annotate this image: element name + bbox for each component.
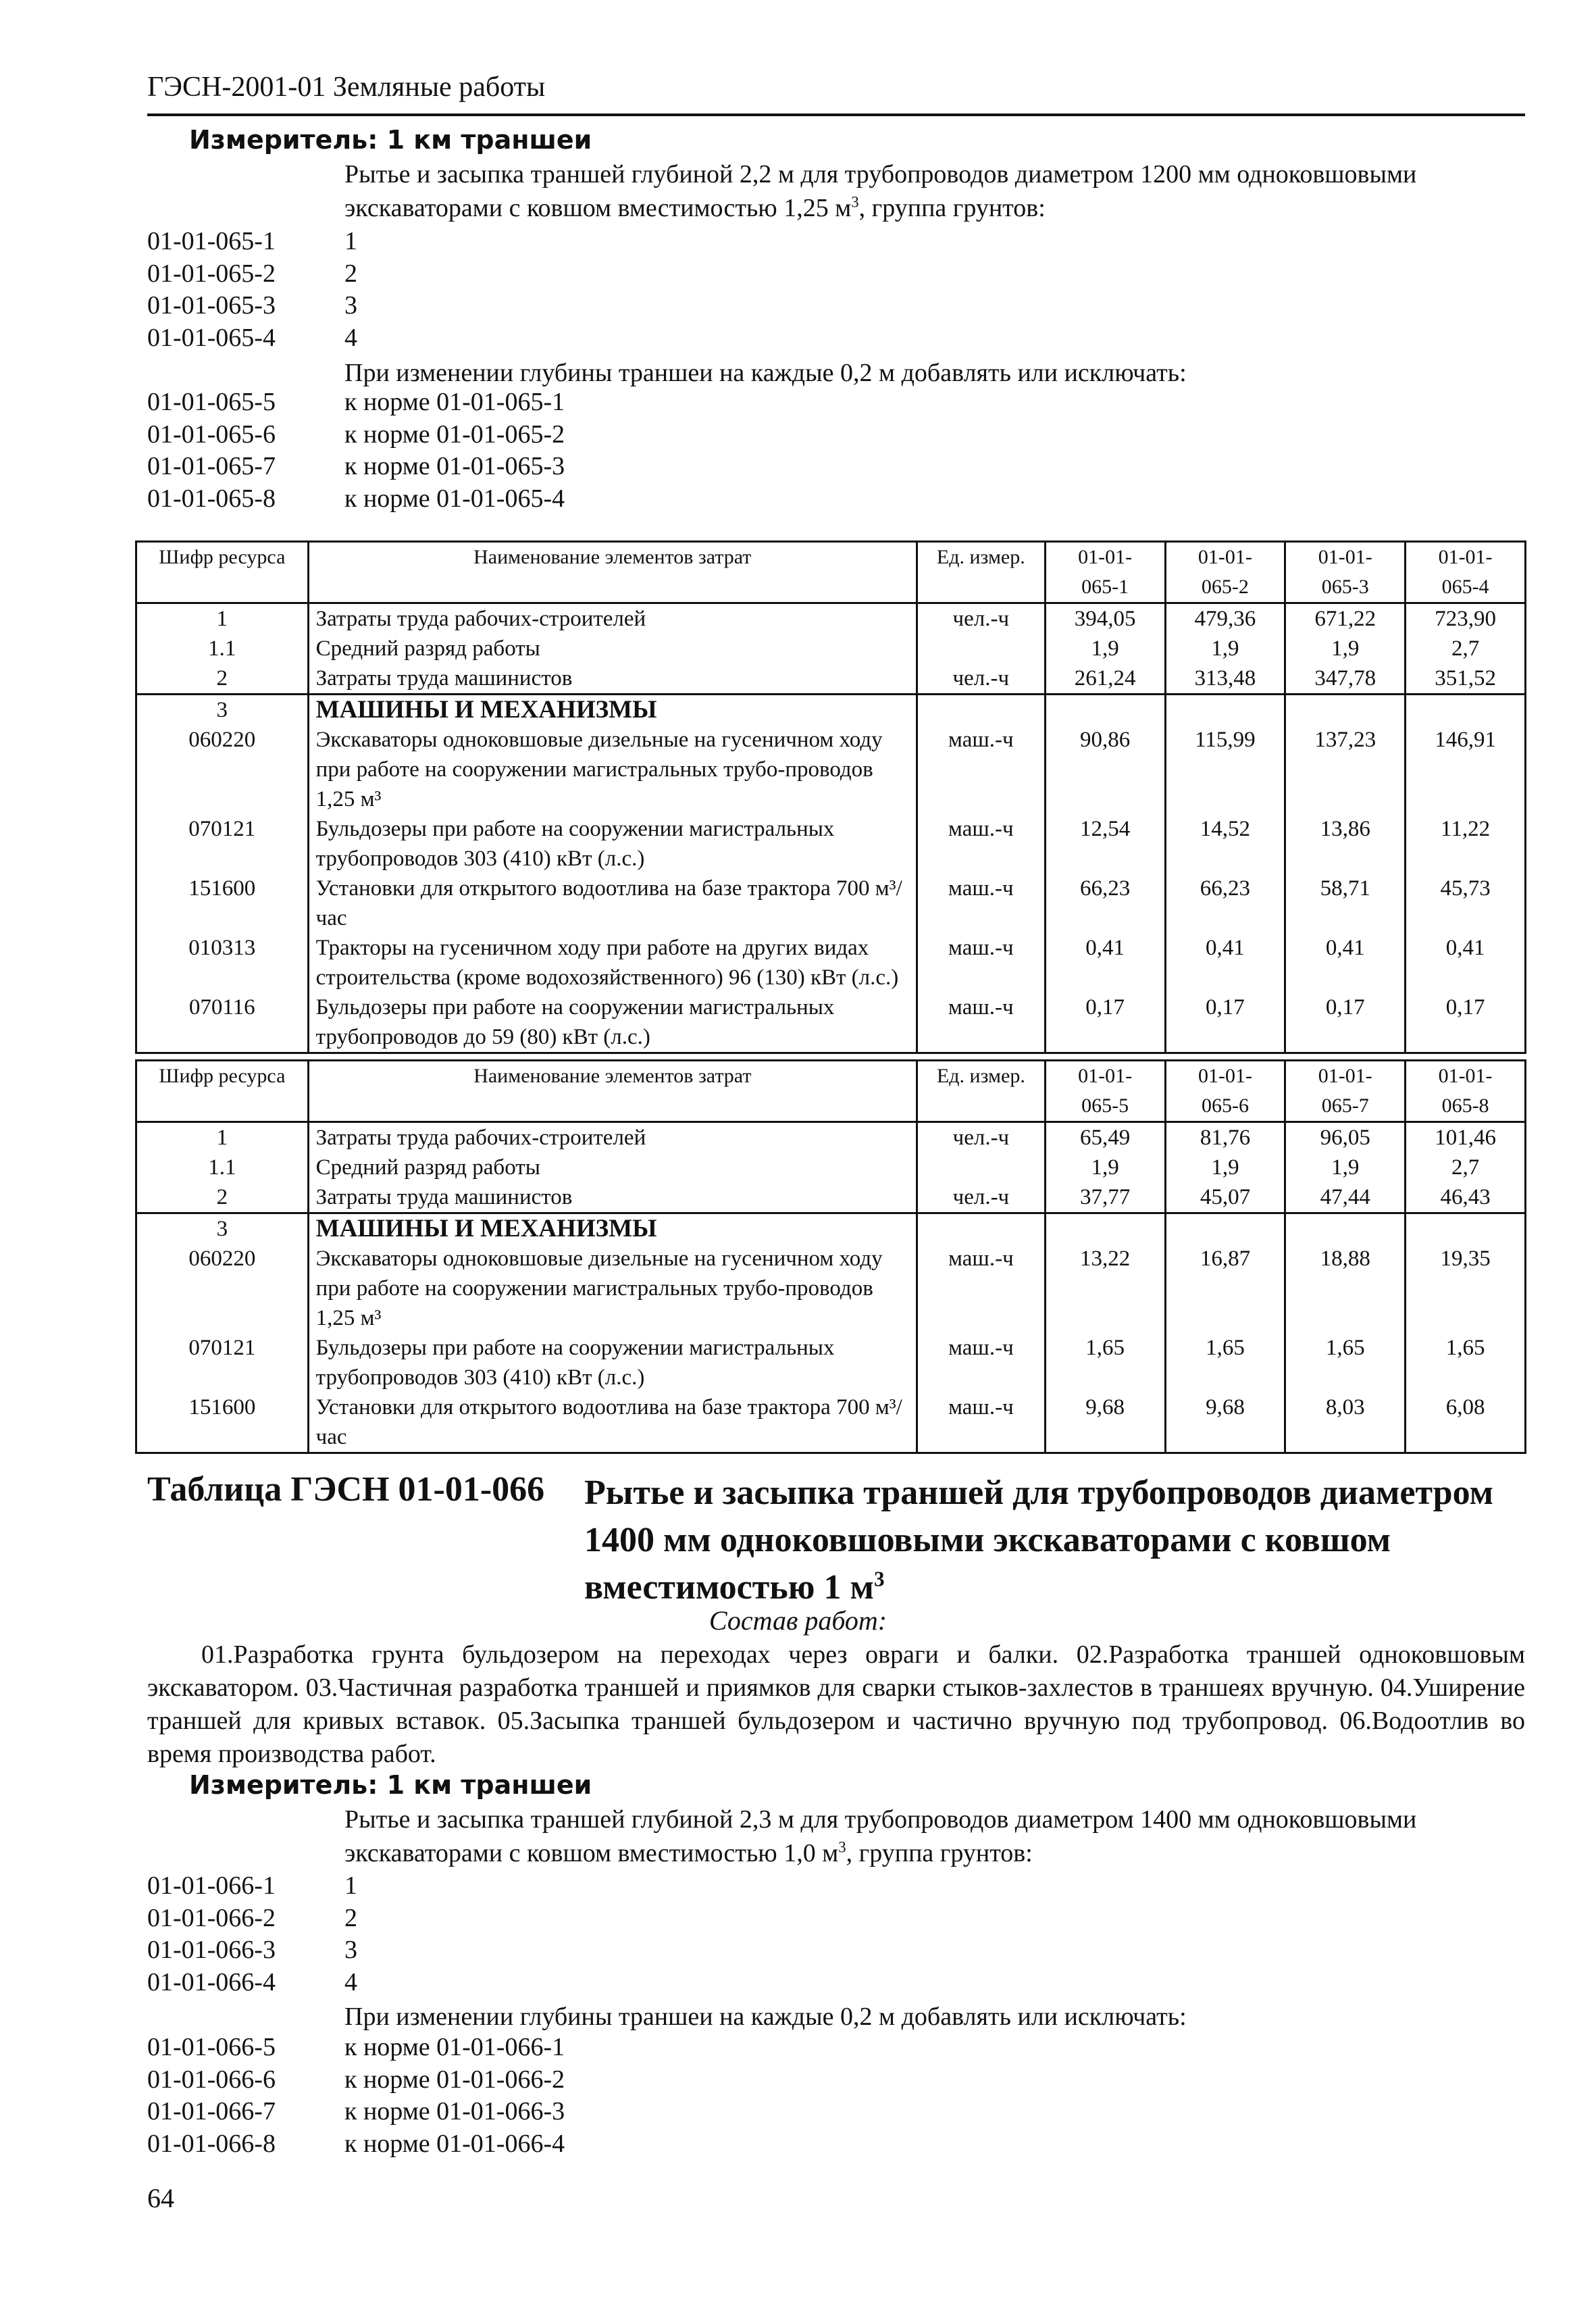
measure-unit-066: Измеритель: 1 км траншеи	[189, 1770, 592, 1800]
running-header: ГЭСН-2001-01 Земляные работы	[147, 72, 546, 103]
cell-resource-code: 2	[136, 1182, 309, 1213]
cell-value	[1285, 695, 1406, 726]
cell-resource-code: 2	[136, 663, 309, 695]
cell-value	[1045, 1213, 1165, 1244]
cell-unit: чел.-ч	[917, 663, 1045, 695]
cell-cost-element: Затраты труда рабочих-строителей	[308, 1122, 917, 1153]
cell-unit: маш.-ч	[917, 874, 1045, 933]
cell-unit: маш.-ч	[917, 1244, 1046, 1333]
cell-cost-element: Экскаваторы одноковшовые дизельные на гусеничном ходу при работе на сооружении магистральных трубо-проводов 1,25 м³	[308, 1244, 917, 1333]
cell-resource-code: 1.1	[136, 634, 309, 663]
cell-value: 0,17	[1165, 992, 1285, 1053]
table-row	[136, 1182, 1526, 1213]
page-number: 64	[147, 2183, 174, 2213]
depth-note-066: При изменении глубины траншеи на каждые 0,2 м добавлять или исключать:	[344, 2003, 1187, 2031]
cell-value: 9,68	[1045, 1392, 1165, 1453]
col-header-norm: 01-01- 065-7	[1285, 1061, 1406, 1122]
code-row: 01-01-066-4 4	[147, 1967, 357, 1996]
cell-value: 47,44	[1285, 1182, 1406, 1213]
cell-value: 146,91	[1406, 725, 1526, 814]
cell-resource-code: 3	[136, 1213, 309, 1244]
code-row: 01-01-065-5 к норме 01-01-065-1	[147, 388, 565, 416]
cell-resource-code: 1.1	[136, 1153, 309, 1182]
cell-value: 1,9	[1045, 634, 1165, 663]
code-row: 01-01-065-4 4	[147, 323, 357, 352]
col-header-norm: 01-01- 065-2	[1165, 542, 1285, 603]
cell-value: 0,17	[1045, 992, 1165, 1053]
cell-value: 13,86	[1285, 814, 1406, 874]
code-row: 01-01-065-8 к норме 01-01-065-4	[147, 484, 565, 513]
cell-value: 66,23	[1045, 874, 1165, 933]
cell-value: 8,03	[1285, 1392, 1406, 1453]
table-row	[136, 1244, 1526, 1333]
depth-code-list-066	[147, 2032, 565, 2160]
table-row	[136, 1333, 1526, 1392]
cell-resource-code: 1	[136, 1122, 309, 1153]
table-row	[136, 634, 1526, 663]
cell-cost-element: МАШИНЫ И МЕХАНИЗМЫ	[308, 1213, 917, 1244]
table-row	[136, 874, 1526, 933]
cell-value: 1,65	[1285, 1333, 1406, 1392]
table-row	[136, 725, 1526, 814]
table-label-066: Таблица ГЭСН 01-01-066	[147, 1470, 545, 1509]
cell-value: 0,41	[1165, 933, 1285, 992]
table-row	[136, 933, 1526, 992]
col-header-code: Шифр ресурса	[136, 1061, 309, 1122]
code-row: 01-01-065-1 1	[147, 227, 357, 255]
table-row	[136, 1392, 1526, 1453]
cell-value: 0,17	[1406, 992, 1526, 1053]
cell-value: 261,24	[1045, 663, 1165, 695]
code-row: 01-01-065-2 2	[147, 259, 357, 288]
description-066: Рытье и засыпка траншей глубиной 2,3 м для трубопроводов диаметром 1400 мм одноковшовыми экскаваторами с ковшом вместимостью 1,0 $м^3$, группа грунтов:	[344, 1805, 1417, 1867]
col-header-norm: 01-01- 065-6	[1165, 1061, 1285, 1122]
code-row: 01-01-066-5 к норме 01-01-066-1	[147, 2033, 565, 2061]
cell-value: 1,65	[1165, 1333, 1285, 1392]
cell-unit	[917, 634, 1045, 663]
col-header-norm: 01-01- 065-1	[1045, 542, 1165, 603]
cell-value: 1,65	[1045, 1333, 1165, 1392]
col-header-name: Наименование элементов затрат	[308, 1061, 917, 1122]
table-row	[136, 603, 1526, 634]
cell-value: 394,05	[1045, 603, 1165, 634]
cell-value: 1,9	[1285, 1153, 1406, 1182]
cell-value: 671,22	[1285, 603, 1406, 634]
depth-code-list-065	[147, 386, 565, 515]
table-row	[136, 1122, 1526, 1153]
cell-value: 12,54	[1045, 814, 1165, 874]
cell-value: 37,77	[1045, 1182, 1165, 1213]
cell-value: 2,7	[1406, 1153, 1526, 1182]
table-title-066: Рытье и засыпка траншей для трубопроводов диаметром 1400 мм одноковшовыми экскаваторами с ковшом вместимостью 1 $м^3$	[584, 1474, 1494, 1607]
table-row	[136, 1213, 1526, 1244]
cell-resource-code: 060220	[136, 1244, 309, 1333]
cell-value: 723,90	[1406, 603, 1526, 634]
cell-unit: маш.-ч	[917, 992, 1045, 1053]
code-list-066	[147, 1870, 357, 1998]
code-row: 01-01-066-8 к норме 01-01-066-4	[147, 2129, 565, 2158]
cell-cost-element: Средний разряд работы	[308, 1153, 917, 1182]
cell-value: 58,71	[1285, 874, 1406, 933]
cell-value: 0,17	[1285, 992, 1406, 1053]
cell-unit: маш.-ч	[917, 725, 1045, 814]
cell-unit: чел.-ч	[917, 603, 1045, 634]
code-row: 01-01-066-7 к норме 01-01-066-3	[147, 2097, 565, 2126]
code-list-065	[147, 226, 357, 354]
table-row	[136, 814, 1526, 874]
cell-resource-code: 070121	[136, 814, 309, 874]
col-header-norm: 01-01- 065-3	[1285, 542, 1406, 603]
cell-value: 45,07	[1165, 1182, 1285, 1213]
resource-table-065-1-4	[135, 540, 1526, 1054]
cell-resource-code: 3	[136, 695, 309, 726]
cell-value: 14,52	[1165, 814, 1285, 874]
table-row	[136, 992, 1526, 1053]
cell-resource-code: 151600	[136, 874, 309, 933]
code-row: 01-01-066-6 к норме 01-01-066-2	[147, 2065, 565, 2094]
cell-value: 46,43	[1406, 1182, 1526, 1213]
cell-resource-code: 070121	[136, 1333, 309, 1392]
cell-value: 81,76	[1165, 1122, 1285, 1153]
cell-cost-element: Установки для открытого водоотлива на базе трактора 700 м³/час	[308, 1392, 917, 1453]
cell-resource-code: 010313	[136, 933, 309, 992]
col-header-code: Шифр ресурса	[136, 542, 309, 603]
cell-value: 0,41	[1406, 933, 1526, 992]
col-header-unit: Ед. измер.	[917, 542, 1045, 603]
cell-value: 2,7	[1406, 634, 1526, 663]
col-header-norm: 01-01- 065-4	[1406, 542, 1526, 603]
cell-value: 313,48	[1165, 663, 1285, 695]
col-header-norm: 01-01- 065-5	[1045, 1061, 1165, 1122]
measure-unit-065: Измеритель: 1 км траншеи	[189, 125, 592, 155]
cell-value: 351,52	[1406, 663, 1526, 695]
cell-value: 16,87	[1165, 1244, 1285, 1333]
cell-value: 9,68	[1165, 1392, 1285, 1453]
cell-cost-element: Средний разряд работы	[308, 634, 917, 663]
cell-unit	[917, 1213, 1046, 1244]
cell-unit: чел.-ч	[917, 1182, 1046, 1213]
code-row: 01-01-066-2 2	[147, 1903, 357, 1932]
cell-value: 11,22	[1406, 814, 1526, 874]
col-header-name: Наименование элементов затрат	[308, 542, 917, 603]
cell-cost-element: Экскаваторы одноковшовые дизельные на гусеничном ходу при работе на сооружении магистральных трубо-проводов 1,25 м³	[308, 725, 917, 814]
cell-value: 1,9	[1045, 1153, 1165, 1182]
header-rule	[147, 114, 1525, 116]
cell-value: 65,49	[1045, 1122, 1165, 1153]
cell-cost-element: Бульдозеры при работе на сооружении магистральных трубопроводов 303 (410) кВт (л.с.)	[308, 814, 917, 874]
code-row: 01-01-065-3 3	[147, 291, 357, 320]
cell-value: 137,23	[1285, 725, 1406, 814]
col-header-norm: 01-01- 065-8	[1406, 1061, 1526, 1122]
cell-value	[1285, 1213, 1406, 1244]
table-row	[136, 663, 1526, 695]
cell-unit	[917, 695, 1045, 726]
composition-label: Состав работ:	[709, 1605, 887, 1636]
cell-cost-element: Бульдозеры при работе на сооружении магистральных трубопроводов до 59 (80) кВт (л.с.)	[308, 992, 917, 1053]
cell-cost-element: Затраты труда машинистов	[308, 1182, 917, 1213]
description-065: Рытье и засыпка траншей глубиной 2,2 м для трубопроводов диаметром 1200 мм одноковшовыми экскаваторами с ковшом вместимостью 1,25 $м^3$, группа грунтов:	[344, 160, 1417, 222]
code-row: 01-01-065-7 к норме 01-01-065-3	[147, 452, 565, 480]
cell-value: 0,41	[1045, 933, 1165, 992]
cell-value: 1,9	[1165, 634, 1285, 663]
cell-value: 19,35	[1406, 1244, 1526, 1333]
table-row	[136, 695, 1526, 726]
code-row: 01-01-066-1 1	[147, 1871, 357, 1900]
cell-unit: чел.-ч	[917, 1122, 1046, 1153]
cell-value	[1045, 695, 1165, 726]
cell-resource-code: 070116	[136, 992, 309, 1053]
cell-value: 479,36	[1165, 603, 1285, 634]
cell-value: 1,65	[1406, 1333, 1526, 1392]
cell-cost-element: Затраты труда машинистов	[308, 663, 917, 695]
cell-value: 101,46	[1406, 1122, 1526, 1153]
table-row	[136, 1153, 1526, 1182]
depth-note-065: При изменении глубины траншеи на каждые 0,2 м добавлять или исключать:	[344, 359, 1187, 387]
cell-cost-element: Затраты труда рабочих-строителей	[308, 603, 917, 634]
cell-value: 45,73	[1406, 874, 1526, 933]
cell-value: 90,86	[1045, 725, 1165, 814]
cell-resource-code: 060220	[136, 725, 309, 814]
cell-cost-element: Тракторы на гусеничном ходу при работе на других видах строительства (кроме водохозяйственного) 96 (130) кВт (л.с.)	[308, 933, 917, 992]
cell-value: 347,78	[1285, 663, 1406, 695]
composition-text: 01.Разработка грунта бульдозером на переходах через овраги и балки. 02.Разработка траншей одноковшовым экскаватором. 03.Частичная разработка траншей и приямков для сварки стыков-захлестов в траншеях вручную. 04.Уширение траншей для кривых вставок. 05.Засыпка траншей бульдозером и частично вручную под трубопровод. 06.Водоотлив во время производства работ.	[147, 1640, 1525, 1768]
cell-value: 115,99	[1165, 725, 1285, 814]
cell-value	[1406, 695, 1526, 726]
cell-unit: маш.-ч	[917, 1392, 1046, 1453]
cell-value: 66,23	[1165, 874, 1285, 933]
cell-value	[1165, 1213, 1285, 1244]
cell-value	[1165, 695, 1285, 726]
cell-resource-code: 1	[136, 603, 309, 634]
cell-cost-element: Бульдозеры при работе на сооружении магистральных трубопроводов 303 (410) кВт (л.с.)	[308, 1333, 917, 1392]
resource-table-065-5-8	[135, 1059, 1526, 1454]
cell-value: 1,9	[1285, 634, 1406, 663]
cell-unit: маш.-ч	[917, 933, 1045, 992]
cell-unit: маш.-ч	[917, 1333, 1046, 1392]
cell-value: 1,9	[1165, 1153, 1285, 1182]
cell-value: 18,88	[1285, 1244, 1406, 1333]
cell-unit: маш.-ч	[917, 814, 1045, 874]
cell-value: 6,08	[1406, 1392, 1526, 1453]
cell-cost-element: Установки для открытого водоотлива на базе трактора 700 м³/час	[308, 874, 917, 933]
cell-resource-code: 151600	[136, 1392, 309, 1453]
cell-value	[1406, 1213, 1526, 1244]
code-row: 01-01-065-6 к норме 01-01-065-2	[147, 420, 565, 449]
cell-unit	[917, 1153, 1046, 1182]
cell-value: 13,22	[1045, 1244, 1165, 1333]
cell-value: 96,05	[1285, 1122, 1406, 1153]
code-row: 01-01-066-3 3	[147, 1936, 357, 1964]
cell-value: 0,41	[1285, 933, 1406, 992]
col-header-unit: Ед. измер.	[917, 1061, 1046, 1122]
cell-cost-element: МАШИНЫ И МЕХАНИЗМЫ	[308, 695, 917, 726]
